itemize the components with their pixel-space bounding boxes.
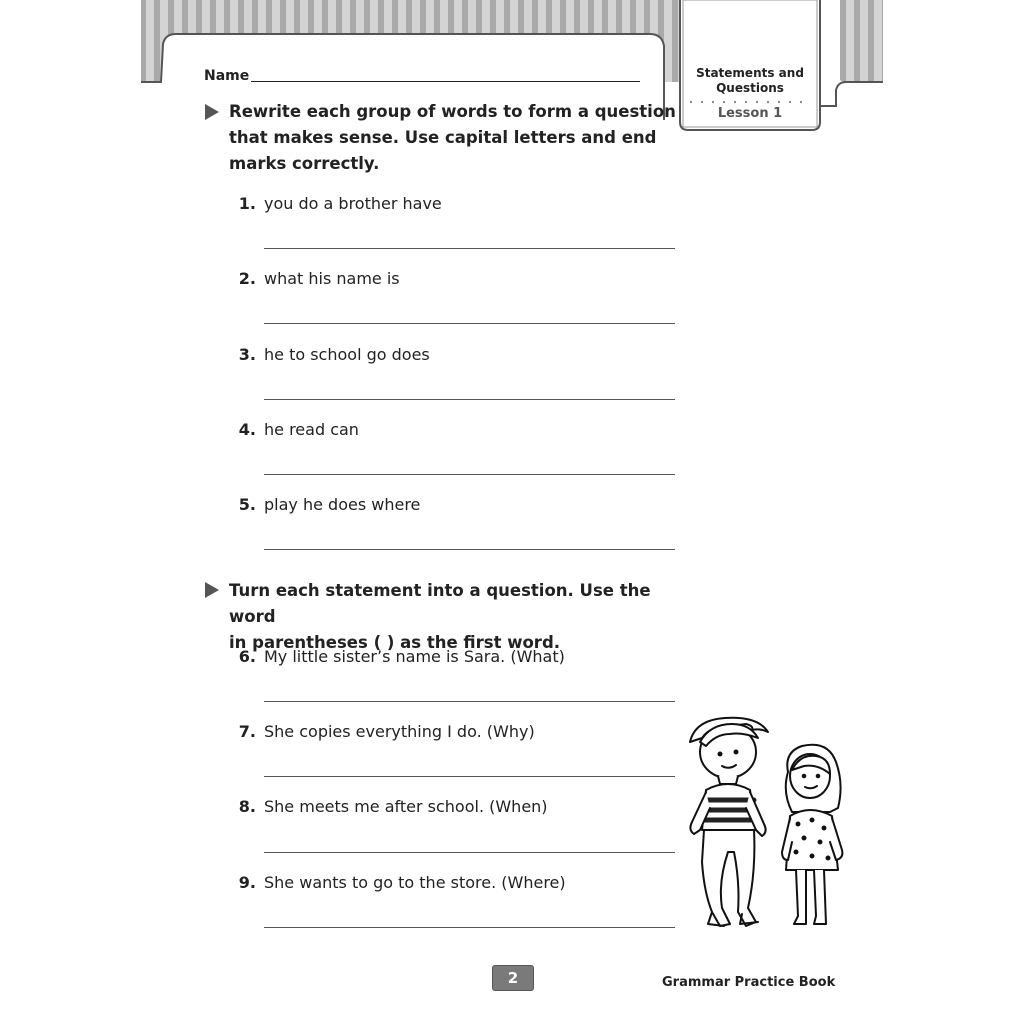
answer-line[interactable] (264, 474, 675, 475)
item-text: he read can (264, 420, 359, 439)
answer-line[interactable] (264, 399, 675, 400)
book-title: Grammar Practice Book (662, 975, 836, 990)
item-number: 8. (238, 797, 256, 816)
item-number: 5. (238, 495, 256, 514)
item-number: 2. (238, 269, 256, 288)
item-text: She meets me after school. (When) (264, 797, 548, 816)
item-text: he to school go does (264, 345, 430, 364)
item-text: play he does where (264, 495, 421, 514)
lesson-tab-title (690, 66, 810, 96)
instruction-line: that makes sense. Use capital letters and end (229, 128, 657, 147)
answer-line[interactable] (264, 549, 675, 550)
item-text: My little sister’s name is Sara. (What) (264, 647, 565, 666)
answer-line[interactable] (264, 248, 675, 249)
lesson-number: Lesson 1 (717, 106, 783, 121)
item-text: you do a brother have (264, 194, 442, 213)
tab-title-line2: Questions (716, 81, 784, 95)
item-text: She wants to go to the store. (Where) (264, 873, 566, 892)
item-number: 1. (238, 194, 256, 213)
item-number: 6. (238, 647, 256, 666)
name-label: Name (204, 68, 250, 84)
section2-instruction (229, 578, 679, 656)
item-text: She copies everything I do. (Why) (264, 722, 535, 741)
item-number: 9. (238, 873, 256, 892)
page-number: 2 (492, 965, 534, 991)
answer-line[interactable] (264, 852, 675, 853)
section1-instruction (229, 99, 679, 177)
item-text: what his name is (264, 269, 400, 288)
item-number: 3. (238, 345, 256, 364)
item-number: 4. (238, 420, 256, 439)
answer-line[interactable] (264, 701, 675, 702)
answer-line[interactable] (264, 927, 675, 928)
boy-and-girl-illustration-icon (680, 712, 870, 932)
instruction-line: Rewrite each group of words to form a question (229, 102, 676, 121)
name-input-line[interactable] (251, 81, 640, 82)
play-arrow-icon (204, 103, 220, 121)
instruction-line: in parentheses ( ) as the first word. (229, 633, 561, 652)
instruction-line: Turn each statement into a question. Use the word (229, 581, 651, 626)
instruction-line: marks correctly. (229, 154, 380, 173)
play-arrow-icon (204, 581, 220, 599)
tab-title-line1: Statements and (696, 66, 804, 80)
answer-line[interactable] (264, 776, 675, 777)
answer-line[interactable] (264, 323, 675, 324)
item-number: 7. (238, 722, 256, 741)
